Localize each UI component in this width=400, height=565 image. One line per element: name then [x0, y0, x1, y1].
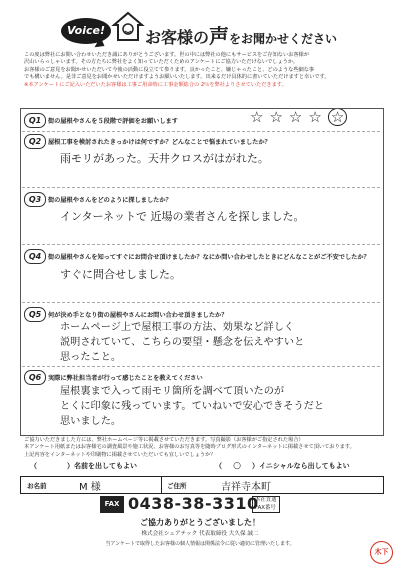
- fine-print: 当アンケートで取得したお客様の個人情報は関係法令に従い適切に管理いたします。: [105, 541, 295, 547]
- info-divider: [161, 477, 162, 493]
- consent-option-name[interactable]: （ ）名前を出してもよい: [30, 462, 137, 470]
- answer-line: とくに印象に残っています。ていねいで安心できそうだと: [60, 401, 325, 412]
- name-label: お名前: [27, 482, 47, 490]
- q2-text: 屋根工事を検討されたきっかけは何ですか？どんなことで悩まれていましたか？: [48, 139, 271, 146]
- note-line: 上記内容をインターネットや印刷物に掲載させていただいても宜しいでしょうか？: [24, 451, 216, 458]
- intro-line: この度は弊社にお問い合わせいただき誠にありがとうございます。世の中には弊社の他にもサービスをご存知ないお客様が: [24, 52, 309, 58]
- consent-mark: ○: [233, 461, 241, 471]
- consent-option-initials[interactable]: （ ○ ）イニシャルなら出してもよい: [215, 461, 350, 471]
- header: [55, 4, 345, 54]
- address-value[interactable]: 吉祥寺本町: [221, 482, 271, 493]
- q2-badge: Q2: [24, 134, 46, 149]
- voice-label: Voice!: [66, 24, 106, 37]
- q4-text: 街の屋根やさんを知ってすぐにお問合せ頂けましたか？なにか問い合わせしたときにどんなことがご不安でしたか？: [48, 254, 370, 261]
- house-icon: [111, 10, 145, 44]
- hanko-stamp: 木下: [370, 541, 393, 564]
- answer-line: 思ったこと。: [60, 352, 122, 363]
- star-icon: ☆: [308, 108, 328, 126]
- answer-line: ホームページ上で屋根工事の方法、効果など詳しく: [60, 322, 295, 333]
- fax-badge: FAX: [100, 496, 124, 513]
- q5-badge: Q5: [24, 307, 46, 322]
- q2-answer: 雨モリがあった。天井クロスがはがれた。: [60, 152, 269, 165]
- star-icon: ☆: [269, 108, 289, 126]
- q1-badge: Q1: [24, 113, 46, 128]
- q1-text: 街の屋根やさんを５段階で評価をお願いします: [48, 118, 178, 125]
- consent-label: イニシャルなら出してもよい: [259, 462, 350, 470]
- star-icon-selected: ☆: [328, 108, 347, 126]
- intro-text: [24, 52, 384, 89]
- publication-note: [24, 437, 384, 459]
- name-value[interactable]: M 様: [79, 482, 101, 493]
- q3-text: 街の屋根やさんをどのように探しましたか？: [48, 197, 172, 204]
- answer-line: 屋根裏まで入って雨モリ箇所を調べて頂いたのが: [60, 386, 285, 397]
- intro-line: でも構いません。是非ご意見をお聞かせいただけますようお願いいたします。出来るだけ具体的に書いていただけますと幸いです。: [24, 74, 330, 81]
- note-line: 本アンケート用紙またはお客様宅の調査風景や施工状況、お客様のお写真等を随時ブログ形式のインターネットに掲載させて頂いております。: [24, 444, 355, 451]
- fax-note: 本社直通 FAX番号: [252, 496, 280, 513]
- thanks-text: ご協力ありがとうございました！: [140, 518, 260, 527]
- fax-row: [100, 495, 300, 515]
- intro-line: 沢山いらっしゃいます。その方たちに弊社をよく知っていただくためのアンケートにご協力いただけないでしょうか。: [24, 59, 299, 66]
- answer-line: 思いました。: [60, 416, 122, 427]
- company-line: 株式会社シェアテック 代表取締役 大久保 誠二: [141, 531, 259, 537]
- answer-line: 説明されていて、こちらの要望・懸念を伝えやすいと: [60, 337, 305, 348]
- q5-text: 何が決め手となり街の屋根やさんにお問い合わせ頂きましたか？: [48, 312, 228, 319]
- consent-label: 名前を出してもよい: [74, 462, 137, 470]
- address-label: ご住所: [167, 482, 187, 490]
- fax-number: 0438-38-3310: [128, 494, 259, 513]
- consent-row: [30, 461, 380, 475]
- q3-answer: インターネットで 近場の業者さんを探しました。: [60, 210, 305, 223]
- questions-panel: [20, 108, 384, 436]
- note-line: ご協力いただきました方には、弊社ホームページ等に掲載させていただきます。写真撮影（お客様がご指定された場合）: [24, 437, 304, 443]
- q3-badge: Q3: [24, 192, 46, 207]
- q4-answer: すぐに問合せしました。: [60, 268, 181, 281]
- star-icon: ☆: [288, 108, 309, 126]
- star-icon: ☆: [250, 108, 270, 126]
- q6-text: 実際に弊社担当者が行って感じたことを教えてください: [48, 375, 203, 382]
- info-row: [20, 476, 384, 494]
- q6-badge: Q6: [24, 370, 46, 385]
- q4-badge: Q4: [24, 249, 46, 264]
- page-title: お客様の声をお聞かせください: [145, 24, 338, 48]
- intro-line: お客様のご意見をお聞かせいただいて今後の活動に役立てて参ります。良かったこと、嫌じゃったこと、どのような些細な事: [24, 66, 315, 73]
- intro-note: ※本アンケートにご記入いただいたお客様は工事ご用命時に工事金額総合の 2％を弊社よりさせていただきます。: [24, 81, 287, 88]
